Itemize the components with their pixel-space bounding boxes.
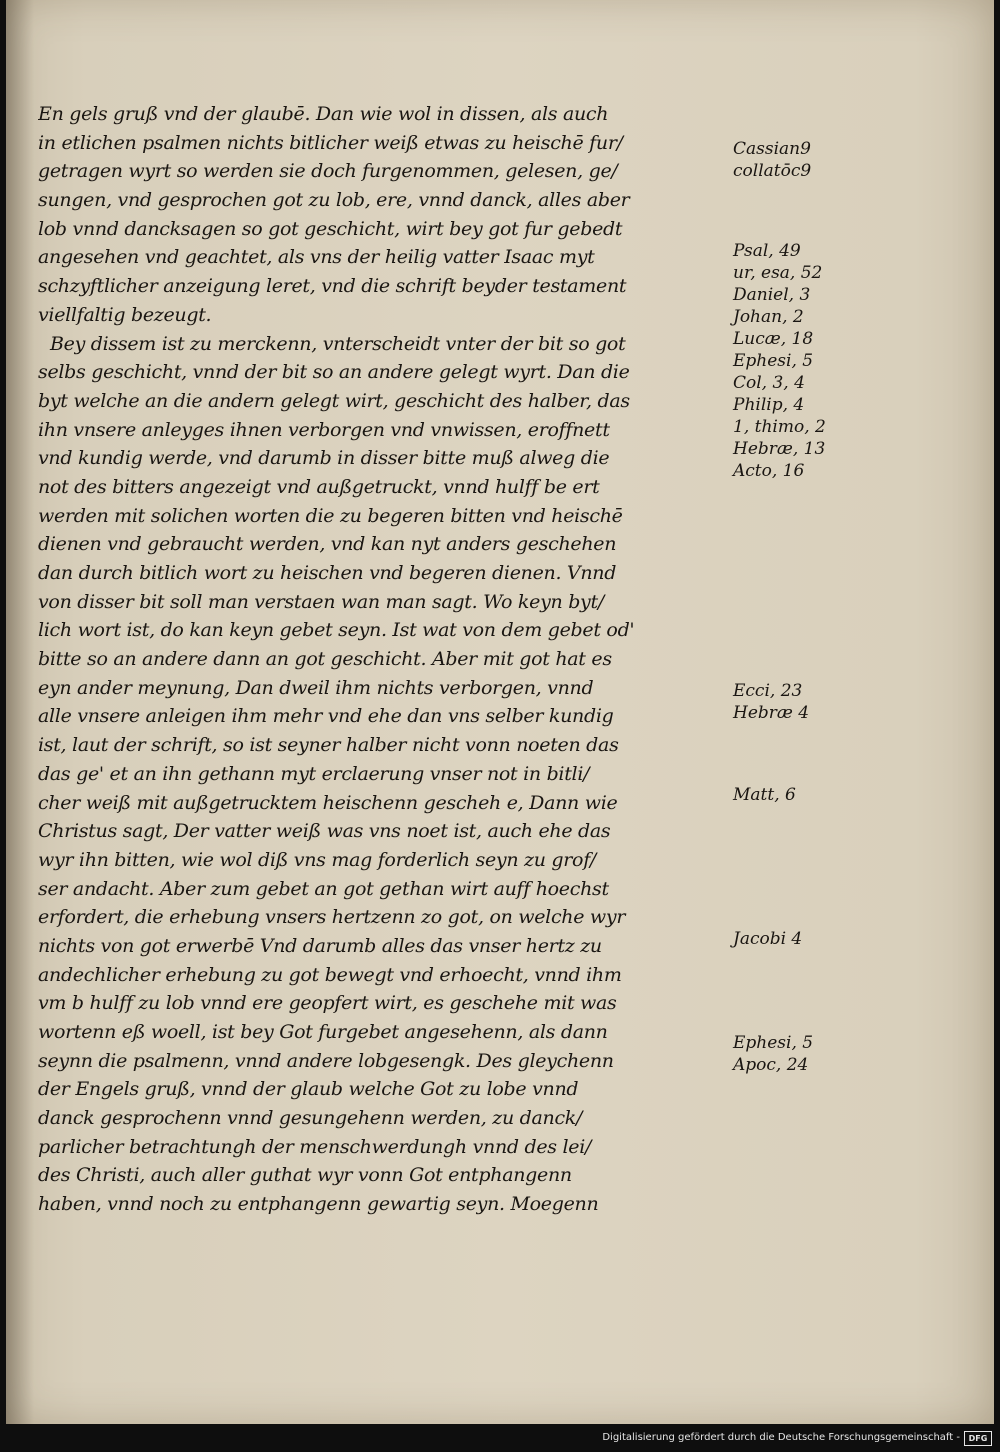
text-line: nichts von got erwerbē Vnd darumb alles das vnser hertz zu xyxy=(38,934,602,957)
footer-bar xyxy=(0,1424,1000,1452)
margin-note-line: Psal, 49 xyxy=(733,241,801,261)
text-line: ser andacht. Aber zum gebet an got gethan wirt auff hoechst xyxy=(38,877,609,900)
margin-note-line: Daniel, 3 xyxy=(733,285,811,305)
page-gutter-shadow xyxy=(6,0,34,1424)
text-line: viellfaltig bezeugt. xyxy=(38,303,212,326)
text-line: werden mit solichen worten die zu begeren bitten vnd heischē xyxy=(38,504,623,527)
margin-note-scripture-refs xyxy=(733,240,833,482)
text-line: haben, vnnd noch zu entphangenn gewartig seyn. Moegenn xyxy=(38,1193,599,1216)
text-line: des Christi, auch aller guthat wyr vonn Got entphangenn xyxy=(38,1164,572,1187)
text-line: wyr ihn bitten, wie wol diß vns mag forderlich seyn zu grof/ xyxy=(38,848,597,871)
margin-note-line: Ephesi, 5 xyxy=(733,351,814,371)
text-line: eyn ander meynung, Dan dweil ihm nichts verborgen, vnnd xyxy=(38,676,594,699)
text-line: in etlichen psalmen nichts bitlicher weiß etwas zu heischē fur/ xyxy=(38,131,623,154)
text-line: erfordert, die erhebung vnsers hertzenn zo got, on welche wyr xyxy=(38,906,626,929)
text-line: ihn vnsere anleyges ihnen verborgen vnd vnwissen, eroffnett xyxy=(38,418,610,441)
margin-note-line: Cassian9 xyxy=(733,139,811,159)
margin-note-line: collatōc9 xyxy=(733,161,812,181)
margin-note-line: 1, thimo, 2 xyxy=(733,417,826,437)
margin-note-line: Apoc, 24 xyxy=(733,1055,809,1075)
text-line: vm b hulff zu lob vnnd ere geopfert wirt, es geschehe mit was xyxy=(38,992,617,1015)
margin-note-line: Johan, 2 xyxy=(733,307,804,327)
margin-note-line: ur, esa, 52 xyxy=(733,263,823,283)
text-line: das ge' et an ihn gethann myt erclaerung vnser not in bitli/ xyxy=(38,762,590,785)
text-line: getragen wyrt so werden sie doch furgenommen, gelesen, ge/ xyxy=(38,160,618,183)
margin-note-ecci xyxy=(733,680,833,724)
text-line: Christus sagt, Der vatter weiß was vns noet ist, auch ehe das xyxy=(38,820,611,843)
text-line: selbs geschicht, vnnd der bit so an andere gelegt wyrt. Dan die xyxy=(38,361,630,384)
text-line: der Engels gruß, vnnd der glaub welche Got zu lobe vnnd xyxy=(38,1078,579,1101)
margin-note-line: Hebræ 4 xyxy=(733,703,810,723)
text-line: lich wort ist, do kan keyn gebet seyn. Ist wat von dem gebet od' xyxy=(38,619,635,642)
main-text-block xyxy=(38,100,738,1219)
margin-note-line: Ecci, 23 xyxy=(733,681,803,701)
text-line: ist, laut der schrift, so ist seyner halber nicht vonn noeten das xyxy=(38,734,619,757)
text-line: Bey dissem ist zu merckenn, vnterscheidt vnter der bit so got xyxy=(50,332,626,355)
text-line: schzyftlicher anzeigung leret, vnd die schrift beyder testament xyxy=(38,275,627,298)
text-line: alle vnsere anleigen ihm mehr vnd ehe dan vns selber kundig xyxy=(38,705,614,728)
text-line: seynn die psalmenn, vnnd andere lobgesengk. Des gleychenn xyxy=(38,1049,614,1072)
margin-note-line: Hebræ, 13 xyxy=(733,439,826,459)
margin-note-jacobi xyxy=(733,928,833,950)
text-line: angesehen vnd geachtet, als vns der heilig vatter Isaac myt xyxy=(38,246,595,269)
text-line: lob vnnd dancksagen so got geschicht, wirt bey got fur gebedt xyxy=(38,217,623,240)
margin-note-line: Col, 3, 4 xyxy=(733,373,805,393)
text-line: andechlicher erhebung zu got bewegt vnd erhoecht, vnnd ihm xyxy=(38,963,622,986)
dfg-logo: DFG xyxy=(964,1431,992,1446)
margin-note-line: Matt, 6 xyxy=(733,785,796,805)
text-line: von disser bit soll man verstaen wan man sagt. Wo keyn byt/ xyxy=(38,590,604,613)
text-line: not des bitters angezeigt vnd außgetruckt, vnnd hulff be ert xyxy=(38,475,600,498)
text-line: cher weiß mit außgetrucktem heischenn gescheh e, Dann wie xyxy=(38,791,618,814)
margin-note-line: Ephesi, 5 xyxy=(733,1033,814,1053)
text-line: wortenn eß woell, ist bey Got furgebet angesehenn, als dann xyxy=(38,1021,608,1043)
margin-note-line: Lucæ, 18 xyxy=(733,329,814,349)
text-line: vnd kundig werde, vnd darumb in disser bitte muß alweg die xyxy=(38,447,610,470)
text-line: dienen vnd gebraucht werden, vnd kan nyt anders geschehen xyxy=(38,533,617,556)
margin-note-line: Philip, 4 xyxy=(733,395,805,415)
text-line: sungen, vnd gesprochen got zu lob, ere, vnnd danck, alles aber xyxy=(38,189,630,212)
text-line: dan durch bitlich wort zu heischen vnd begeren dienen. Vnnd xyxy=(38,562,617,584)
text-line: parlicher betrachtungh der menschwerdungh vnnd des lei/ xyxy=(38,1135,592,1158)
funding-notice: Digitalisierung gefördert durch die Deutsche Forschungsgemeinschaft - xyxy=(602,1432,960,1443)
margin-note-ephesi xyxy=(733,1032,833,1076)
text-line: En gels gruß vnd der glaubē. Dan wie wol in dissen, als auch xyxy=(38,103,609,125)
margin-note-cassian xyxy=(733,138,833,182)
text-line: bitte so an andere dann an got geschicht. Aber mit got hat es xyxy=(38,648,612,671)
margin-note-line: Acto, 16 xyxy=(733,461,805,481)
margin-note-matt xyxy=(733,784,833,806)
text-line: byt welche an die andern gelegt wirt, geschicht des halber, das xyxy=(38,389,630,412)
text-line: danck gesprochenn vnnd gesungehenn werden, zu danck/ xyxy=(38,1107,583,1130)
margin-note-line: Jacobi 4 xyxy=(733,929,803,949)
